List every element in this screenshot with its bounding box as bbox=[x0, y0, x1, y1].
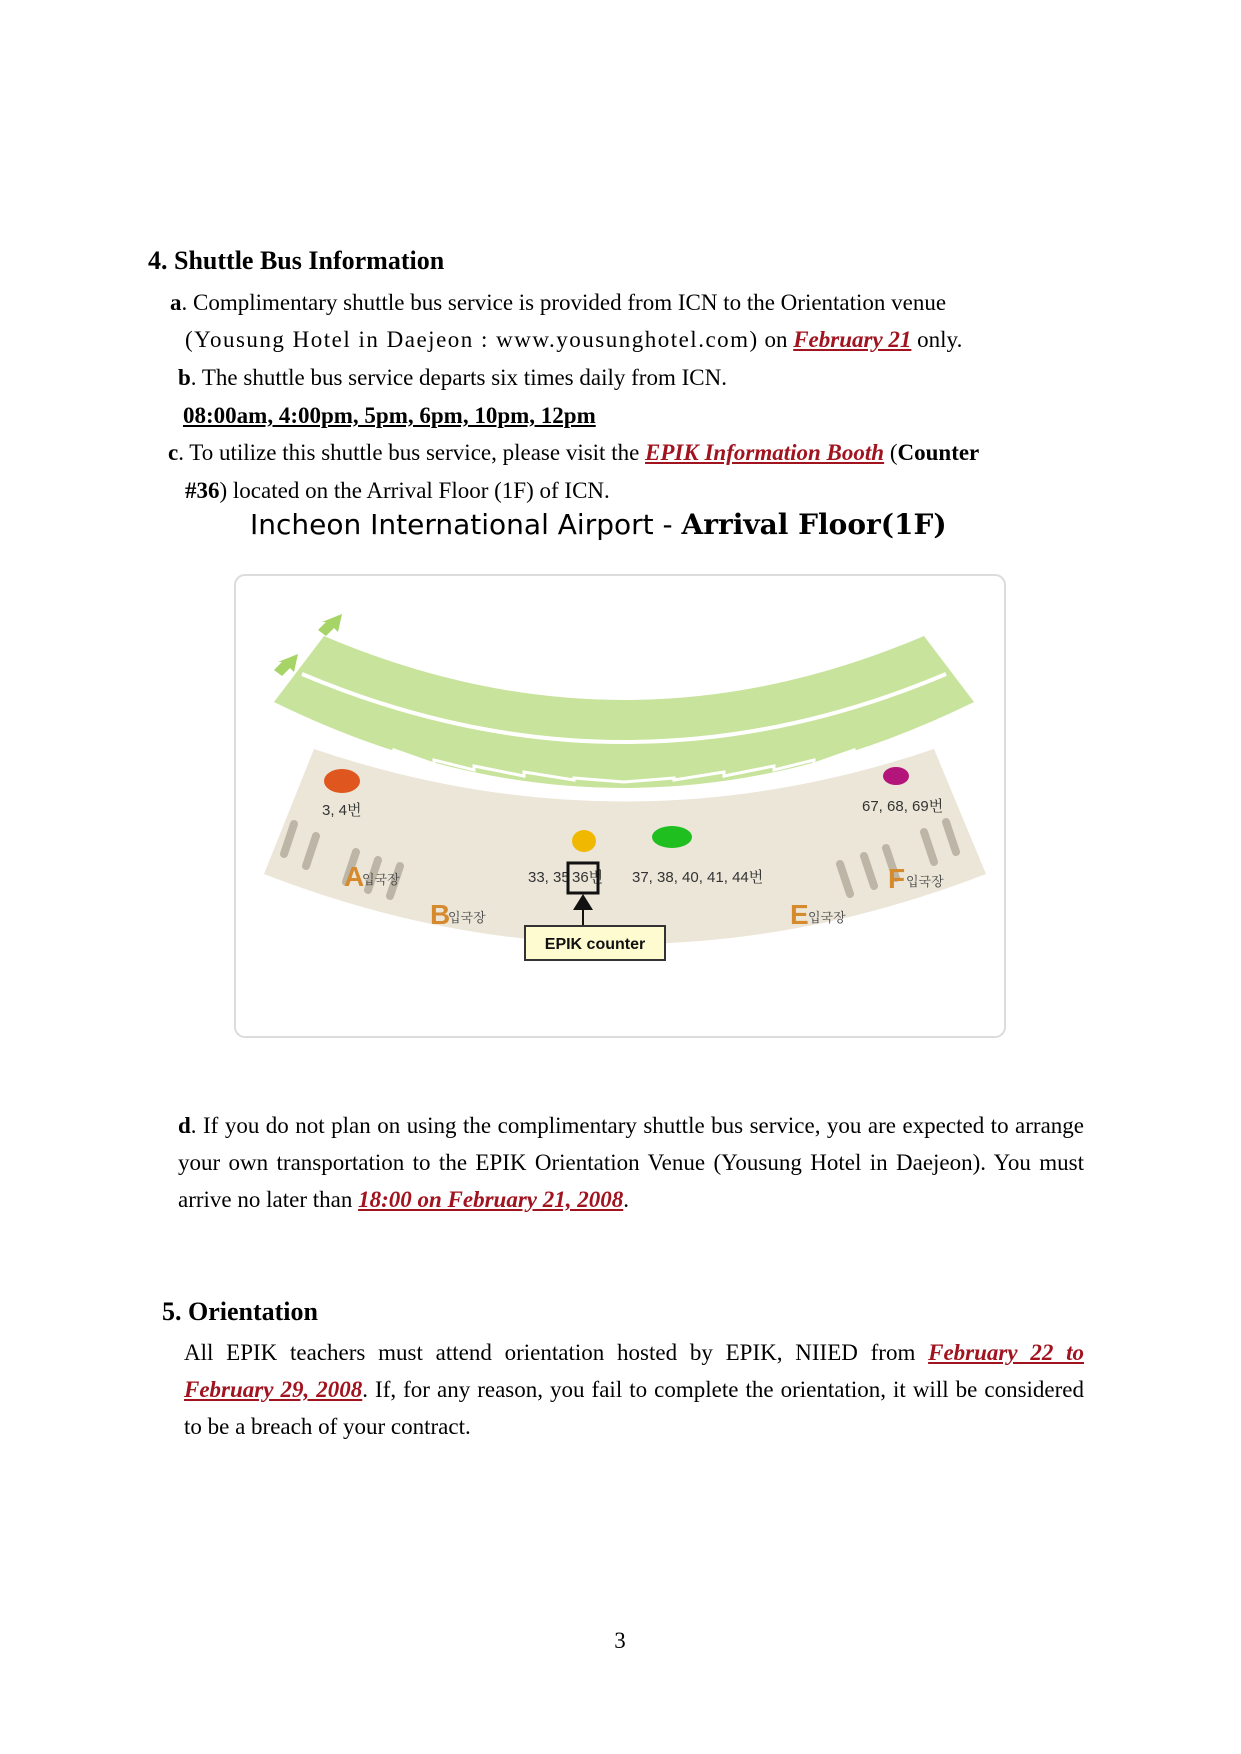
bus-stop-yellow bbox=[572, 830, 596, 852]
item-a-line1 bbox=[170, 284, 1084, 321]
shuttle-times: 08:00am, 4:00pm, 5pm, 6pm, 10pm, 12pm bbox=[183, 403, 596, 428]
item-c-text: . To utilize this shuttle bus service, please visit the bbox=[178, 440, 646, 465]
item-d-label: d bbox=[178, 1113, 191, 1138]
section-5-text: All EPIK teachers must attend orientation hosted by EPIK, NIIED from bbox=[184, 1340, 929, 1365]
section-5-heading: 5. Orientation bbox=[162, 1297, 318, 1326]
item-c-line1 bbox=[168, 434, 1084, 471]
orientation-dates: February 22 to February 29, 2008 bbox=[184, 1340, 1084, 1402]
item-b-label: b bbox=[178, 365, 191, 390]
item-a-only: only. bbox=[911, 327, 963, 352]
arrival-floor-map bbox=[234, 574, 1006, 1038]
item-a-label: a bbox=[170, 290, 182, 315]
stop-label-37-44: 37, 38, 40, 41, 44번 bbox=[632, 869, 764, 886]
page-number: 3 bbox=[614, 1628, 626, 1653]
stop-label-3-4: 3, 4번 bbox=[322, 802, 362, 819]
gate-label-b: 입국장 bbox=[448, 910, 486, 925]
stop-label-36: 36번 bbox=[572, 869, 604, 886]
bus-stop-magenta bbox=[883, 767, 909, 785]
item-d-paragraph bbox=[178, 1107, 1084, 1218]
gate-letter-f: F bbox=[888, 863, 906, 894]
section-5-text-end: . If, for any reason, you fail to complete the orientation, it will be considered to be a breach of your contract. bbox=[184, 1377, 1084, 1439]
stop-label-33-35: 33, 35 bbox=[528, 869, 570, 886]
item-c-paren: ( bbox=[884, 440, 898, 465]
item-a-date: February 21 bbox=[793, 327, 912, 352]
bus-stop-orange bbox=[324, 769, 360, 793]
item-b-text: . The shuttle bus service departs six times daily from ICN. bbox=[190, 365, 727, 390]
item-a-line2 bbox=[185, 321, 962, 358]
item-a-on: on bbox=[758, 327, 794, 352]
bus-stop-green bbox=[652, 826, 692, 848]
counter-number: #36 bbox=[185, 478, 220, 503]
item-a-text: . Complimentary shuttle bus service is provided from ICN to the Orientation venue bbox=[181, 290, 947, 315]
item-c-line2 bbox=[185, 472, 610, 509]
item-c-location: ) located on the Arrival Floor (1F) of ICN. bbox=[219, 478, 610, 503]
item-b-line bbox=[178, 359, 727, 396]
map-title-bold: Arrival Floor(1F) bbox=[681, 508, 947, 541]
gate-letter-e: E bbox=[790, 899, 809, 930]
section-5-paragraph bbox=[184, 1334, 1084, 1445]
item-c-label: c bbox=[168, 440, 179, 465]
item-a-venue: (Yousung Hotel in Daejeon : www.yousunghotel.com) bbox=[185, 327, 759, 352]
gate-label-a: 입국장 bbox=[362, 872, 400, 887]
map-title bbox=[250, 508, 947, 541]
section-4-heading: 4. Shuttle Bus Information bbox=[148, 246, 445, 275]
epik-counter-label: EPIK counter bbox=[544, 936, 646, 953]
gate-letter-a: A bbox=[344, 861, 365, 892]
gate-label-e: 입국장 bbox=[808, 910, 846, 925]
item-d-text: . If you do not plan on using the complimentary shuttle bus service, you are expected to arrange your own transportation to the EPIK Orientation Venue (Yousung Hotel in Daejeon). You must arrive no later than bbox=[178, 1113, 1084, 1212]
item-d-period: . bbox=[623, 1187, 629, 1212]
map-title-normal: Incheon International Airport - bbox=[250, 508, 682, 541]
gate-label-f: 입국장 bbox=[906, 874, 944, 889]
booth-name: EPIK Information Booth bbox=[645, 440, 885, 465]
stop-label-67-69: 67, 68, 69번 bbox=[862, 798, 944, 815]
arrival-deadline: 18:00 on February 21, 2008 bbox=[358, 1187, 624, 1212]
counter-word: Counter bbox=[897, 440, 980, 465]
gate-letter-b: B bbox=[430, 899, 451, 930]
